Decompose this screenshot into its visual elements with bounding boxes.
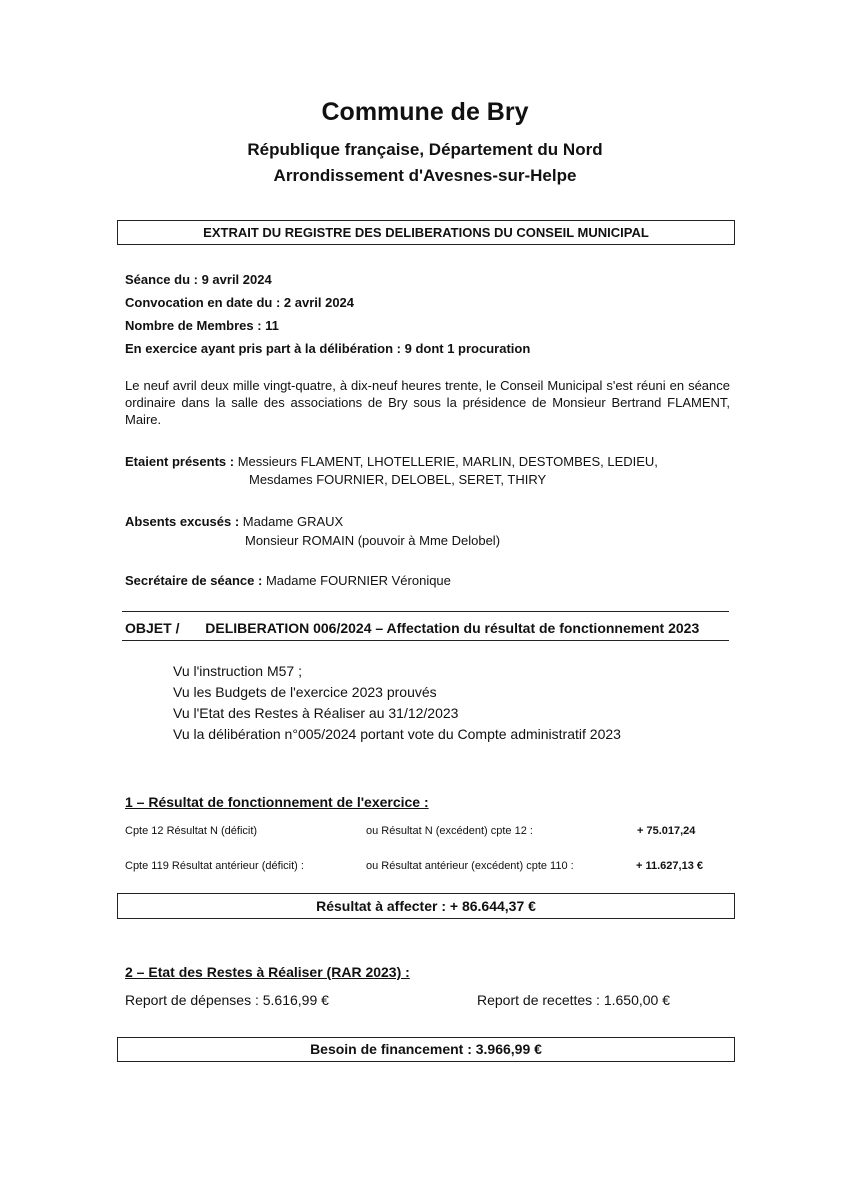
report-depenses: Report de dépenses : 5.616,99 €: [125, 992, 329, 1008]
resultat-affecter: Résultat à affecter : + 86.644,37 €: [316, 898, 536, 914]
convocation-date: Convocation en date du : 2 avril 2024: [125, 295, 355, 310]
exercice-participants: En exercice ayant pris part à la délibération : 9 dont 1 procuration: [125, 341, 531, 356]
secretaire-label: Secrétaire de séance :: [125, 573, 263, 588]
presents-line2: Mesdames FOURNIER, DELOBEL, SERET, THIRY: [249, 472, 547, 487]
page-title: Commune de Bry: [321, 98, 529, 126]
row1-left: Cpte 12 Résultat N (déficit): [125, 825, 258, 837]
row2-left: Cpte 119 Résultat antérieur (déficit) :: [125, 860, 304, 872]
presents-label: Etaient présents :: [125, 454, 235, 469]
nombre-membres: Nombre de Membres : 11: [125, 318, 279, 333]
extrait-title-box: [117, 220, 735, 245]
absents-line1: Madame GRAUX: [242, 514, 344, 529]
vu-item: Vu les Budgets de l'exercice 2023 prouvés: [173, 684, 437, 700]
absents-block: [125, 514, 343, 529]
resultat-box: [117, 893, 735, 919]
objet-label: OBJET /: [125, 620, 180, 636]
objet-row: [125, 620, 730, 636]
row1-mid: ou Résultat N (excédent) cpte 12 :: [366, 825, 533, 837]
subtitle-arrondissement: Arrondissement d'Avesnes-sur-Helpe: [273, 166, 577, 185]
objet-top-rule: [122, 611, 729, 612]
section2-title: 2 – Etat des Restes à Réaliser (RAR 2023) :: [125, 964, 410, 980]
seance-date: Séance du : 9 avril 2024: [125, 272, 272, 287]
objet-text: DELIBERATION 006/2024 – Affectation du résultat de fonctionnement 2023: [205, 620, 700, 636]
absents-line2: Monsieur ROMAIN (pouvoir à Mme Delobel): [245, 533, 501, 548]
vu-item: Vu l'Etat des Restes à Réaliser au 31/12/2023: [173, 705, 459, 721]
objet-bottom-rule: [122, 640, 729, 641]
presents-block: [125, 454, 658, 469]
report-recettes: Report de recettes : 1.650,00 €: [477, 992, 671, 1008]
row1-value: + 75.017,24: [637, 825, 696, 837]
row2-value: + 11.627,13 €: [636, 860, 703, 872]
vu-item: Vu l'instruction M57 ;: [173, 663, 302, 679]
secretaire-block: [125, 573, 451, 588]
besoin-box: [117, 1037, 735, 1062]
absents-label: Absents excusés :: [125, 514, 240, 529]
vu-item: Vu la délibération n°005/2024 portant vote du Compte administratif 2023: [173, 726, 621, 742]
presents-line1: Messieurs FLAMENT, LHOTELLERIE, MARLIN, DESTOMBES, LEDIEU,: [237, 454, 658, 469]
besoin-financement: Besoin de financement : 3.966,99 €: [310, 1041, 542, 1057]
section1-title: 1 – Résultat de fonctionnement de l'exercice :: [125, 794, 429, 810]
row2-mid: ou Résultat antérieur (excédent) cpte 110 :: [366, 860, 574, 872]
extrait-title: EXTRAIT DU REGISTRE DES DELIBERATIONS DU CONSEIL MUNICIPAL: [203, 225, 649, 240]
intro-paragraph: Le neuf avril deux mille vingt-quatre, à dix-neuf heures trente, le Conseil Municipal s'est réuni en séance ordinaire dans la salle des associations de Bry sous la présidence de Monsieur Bertrand FLAMENT, Maire.: [125, 378, 730, 427]
subtitle-republique: République française, Département du Nord: [247, 140, 603, 159]
secretaire-value: Madame FOURNIER Véronique: [265, 573, 451, 588]
